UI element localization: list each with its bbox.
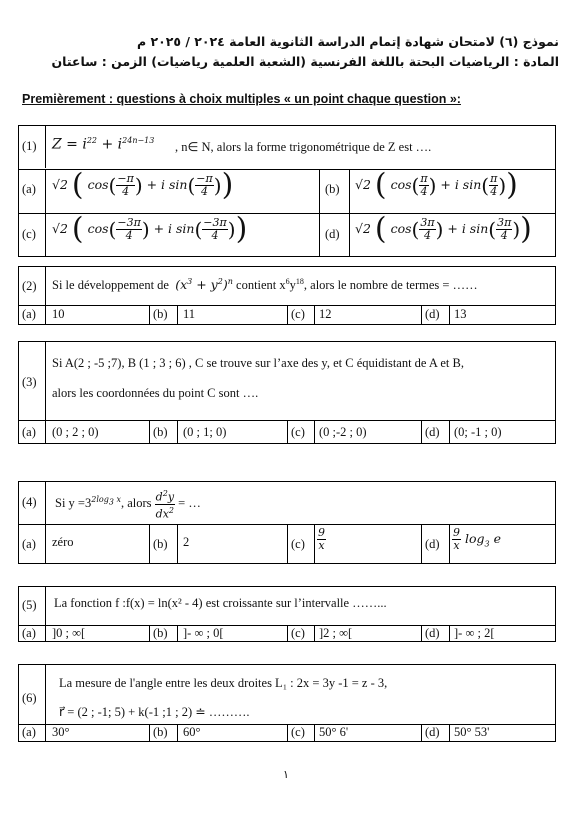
question-3-box	[18, 341, 556, 444]
question-number: (4)	[22, 495, 37, 509]
option-d-text[interactable]: $\frac{9}{x}$ $\log_3 e$	[453, 526, 501, 552]
question-number: (6)	[22, 691, 37, 705]
option-c-text[interactable]: $\frac{9}{x}$	[318, 526, 325, 552]
question-6-stem-line1: La mesure de l'angle entre les deux droites L₁ : 2x = 3y -1 = z - 3,	[59, 676, 388, 690]
option-b-text[interactable]: ]- ∞ ; 0[	[183, 626, 224, 640]
option-label: (b)	[153, 537, 168, 551]
option-c-text[interactable]: (0 ;-2 ; 0)	[319, 425, 367, 439]
question-3-stem-line2: alors les coordonnées du point C sont ….	[52, 386, 259, 400]
option-c-text[interactable]: √2 ( cos( $\frac{-3\pi}{4}$ ) + i sin( $\frac{-3\pi}{4}$ ))	[52, 211, 248, 247]
question-6-stem-line2: r⃗ = (2 ; -1; 5) + k(-1 ;1 ; 2) ≐ ……….	[59, 705, 250, 719]
option-label: (c)	[22, 227, 36, 241]
option-label: (b)	[153, 307, 168, 321]
question-number: (5)	[22, 598, 37, 612]
question-5-stem: La fonction f :f(x) = ln(x² - 4) est croissante sur l’intervalle ……...	[54, 596, 387, 610]
option-label: (a)	[22, 425, 36, 439]
option-d-text[interactable]: √2 ( cos( $\frac{3\pi}{4}$ ) + i sin( $\frac{3\pi}{4}$ ))	[355, 211, 532, 247]
question-1-expression: $Z = i^{22} + i^{24n-13}$	[52, 136, 155, 153]
exam-subject-line: المادة : الرياضيات البحتة باللغة الفرنسية (الشعبة العلمية رياضيات) الزمن : ساعتان	[51, 54, 559, 69]
exam-title: نموذج (٦) لامتحان شهادة إتمام الدراسة الثانوية العامة ٢٠٢٤ / ٢٠٢٥ م	[136, 34, 559, 49]
question-4-box	[18, 481, 556, 564]
page-number: ١	[283, 768, 289, 781]
option-b-text[interactable]: (0 ; 1; 0)	[183, 425, 227, 439]
question-number: (2)	[22, 279, 37, 293]
question-number: (3)	[22, 375, 37, 389]
option-label: (c)	[291, 307, 305, 321]
option-label: (d)	[425, 425, 440, 439]
option-label: (c)	[291, 425, 305, 439]
option-label: (b)	[153, 626, 168, 640]
option-a-text[interactable]: zéro	[52, 535, 74, 549]
option-label: (c)	[291, 537, 305, 551]
option-d-text[interactable]: 13	[454, 307, 467, 321]
option-a-text[interactable]: √2 ( cos( $\frac{-\pi}{4}$ ) + i sin( $\frac{-\pi}{4}$ ))	[52, 167, 234, 203]
option-label: (d)	[425, 725, 440, 739]
question-1-stem: , n∈ N, alors la forme trigonométrique de Z est ….	[175, 140, 432, 154]
option-a-text[interactable]: 30°	[52, 725, 70, 739]
option-d-text[interactable]: ]- ∞ ; 2[	[454, 626, 495, 640]
part-title: Premièrement : questions à choix multiples « un point chaque question »:	[22, 92, 461, 106]
question-4-stem: Si $y =3^{2log_3 x}$, alors $\frac{d^2y}{dx^2}$ = …	[55, 489, 201, 521]
option-c-text[interactable]: ]2 ; ∞[	[319, 626, 353, 640]
option-label: (b)	[325, 182, 340, 196]
option-c-text[interactable]: 50° 6'	[319, 725, 349, 739]
option-d-text[interactable]: (0; -1 ; 0)	[454, 425, 502, 439]
option-label: (b)	[153, 425, 168, 439]
question-3-stem-line1: Si A(2 ; -5 ;7), B (1 ; 3 ; 6) , C se trouve sur l’axe des y, et C équidistant de A et B,	[52, 356, 464, 370]
option-label: (a)	[22, 182, 36, 196]
option-b-text[interactable]: 60°	[183, 725, 201, 739]
option-a-text[interactable]: ]0 ; ∞[	[52, 626, 86, 640]
question-number: (1)	[22, 139, 37, 153]
option-label: (a)	[22, 537, 36, 551]
option-label: (c)	[291, 725, 305, 739]
question-5-box	[18, 586, 556, 642]
option-b-text[interactable]: 11	[183, 307, 196, 321]
option-label: (a)	[22, 626, 36, 640]
option-label: (d)	[325, 227, 340, 241]
option-d-text[interactable]: 50° 53'	[454, 725, 490, 739]
question-2-box	[18, 266, 556, 325]
option-b-text[interactable]: 2	[183, 535, 190, 549]
question-6-box	[18, 664, 556, 742]
option-label: (d)	[425, 626, 440, 640]
option-a-text[interactable]: (0 ; 2 ; 0)	[52, 425, 99, 439]
option-label: (d)	[425, 537, 440, 551]
option-c-text[interactable]: 12	[319, 307, 332, 321]
option-label: (a)	[22, 725, 36, 739]
question-2-stem: Si le développement de $(x^3 + y^2)^n$ contient $x^6y^{18}$, alors le nombre de termes = ……	[52, 277, 478, 293]
option-a-text[interactable]: 10	[52, 307, 65, 321]
question-1-box	[18, 125, 556, 257]
option-label: (d)	[425, 307, 440, 321]
option-label: (b)	[153, 725, 168, 739]
option-label: (a)	[22, 307, 36, 321]
option-label: (c)	[291, 626, 305, 640]
option-b-text[interactable]: √2 ( cos( $\frac{\pi}{4}$ ) + i sin( $\frac{\pi}{4}$ ))	[355, 167, 518, 203]
